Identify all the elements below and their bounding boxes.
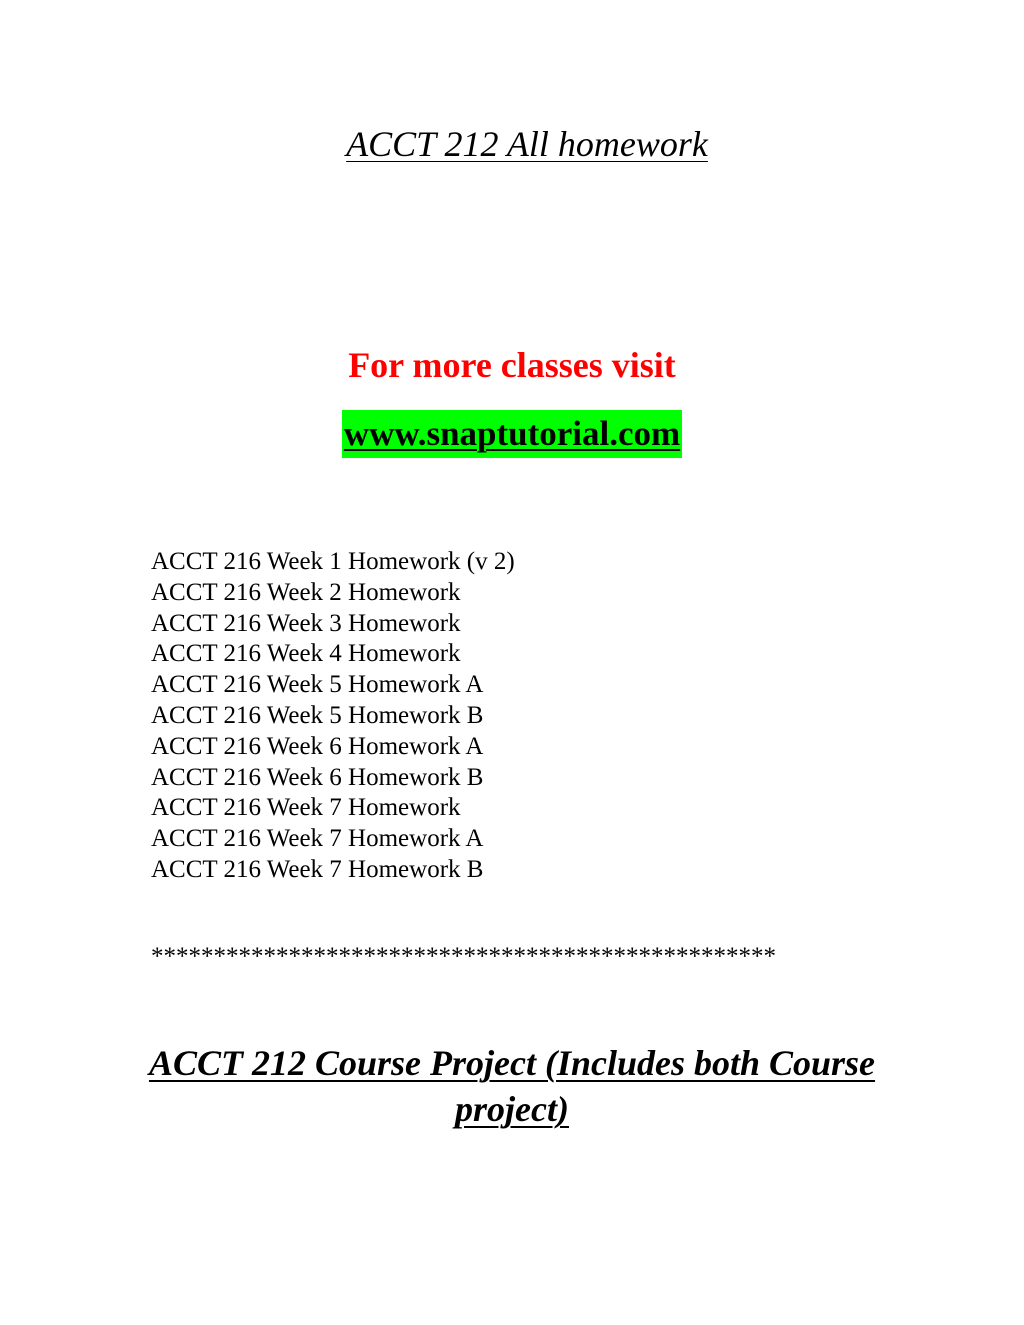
promo-text: For more classes visit	[348, 345, 676, 385]
project-heading-line2: project)	[455, 1089, 569, 1129]
list-item: ACCT 216 Week 5 Homework A	[151, 671, 484, 699]
page-title: ACCT 212 All homework	[346, 124, 708, 164]
list-item: ACCT 216 Week 2 Homework	[151, 578, 461, 606]
link-container	[0, 410, 1024, 458]
homework-list	[151, 547, 515, 886]
list-item: ACCT 216 Week 7 Homework B	[151, 855, 484, 883]
list-item: ACCT 216 Week 7 Homework	[151, 794, 461, 822]
asterisk-divider: **************************************************	[151, 943, 776, 970]
list-item: ACCT 216 Week 6 Homework B	[151, 763, 484, 791]
list-item: ACCT 216 Week 4 Homework	[151, 640, 461, 668]
list-item: ACCT 216 Week 6 Homework A	[151, 732, 484, 760]
list-item: ACCT 216 Week 7 Homework A	[151, 825, 484, 853]
list-item: ACCT 216 Week 1 Homework (v 2)	[151, 548, 515, 575]
website-link[interactable]: www.snaptutorial.com	[342, 410, 682, 458]
list-item: ACCT 216 Week 3 Homework	[151, 609, 461, 637]
list-item: ACCT 216 Week 5 Homework B	[151, 701, 484, 729]
project-heading	[0, 1040, 1024, 1132]
project-heading-line1: ACCT 212 Course Project (Includes both Course	[148, 1043, 876, 1083]
